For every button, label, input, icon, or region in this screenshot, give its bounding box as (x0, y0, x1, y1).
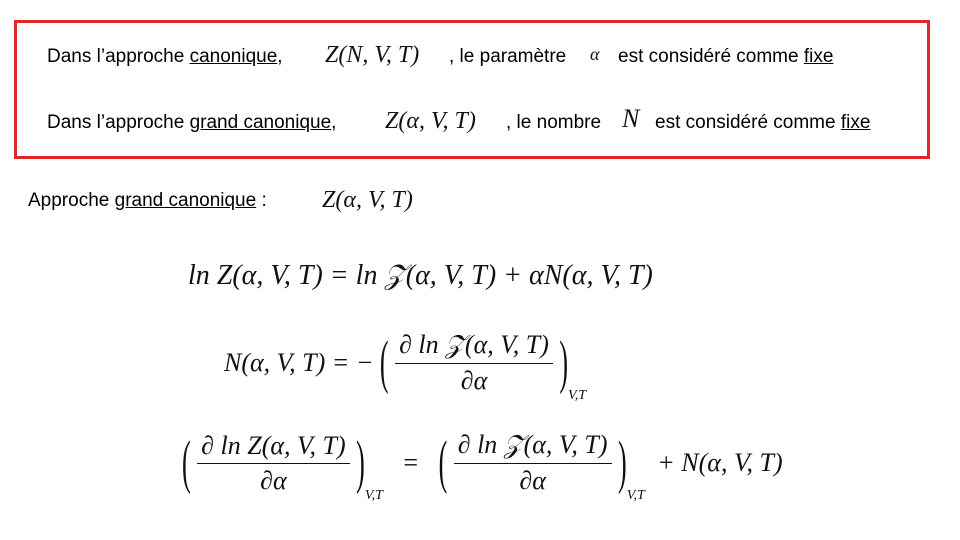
line2-mid: , le nombre (506, 112, 602, 133)
line3-prefix: Approche (28, 190, 115, 211)
eq3-right-fraction (454, 430, 612, 496)
line2-comma: , (331, 112, 337, 133)
eq2-numerator: ∂ ln 𝒵(α, V, T) (399, 330, 549, 359)
highlight-frame (14, 20, 930, 159)
eq3-tail: + N(α, V, T) (657, 448, 783, 477)
line1-term: canonique (189, 46, 278, 67)
line2-formula: Z(α, V, T) (385, 108, 476, 134)
line1-prefix: Dans l’approche (47, 46, 190, 67)
eq3-right-denominator: ∂α (454, 463, 612, 496)
line2-suffix-term: fixe (840, 112, 871, 133)
grand-canonical-sentence (47, 112, 336, 134)
line1-mid: , le paramètre (449, 46, 567, 67)
eq3-left-subscript: V,T (364, 487, 383, 503)
line2-suffix: est considéré comme (655, 112, 841, 133)
eq3-right-paren-open: ( (438, 428, 448, 496)
canonical-sentence (47, 46, 283, 68)
equation-3 (182, 430, 783, 504)
eq3-left-paren-close: ) (356, 428, 365, 496)
eq3-left-paren-open: ( (182, 428, 191, 496)
equation-2 (224, 330, 586, 404)
line2-term: grand canonique (189, 112, 332, 133)
line3-term: grand canonique (114, 190, 257, 211)
eq3-right-paren-close: ) (618, 428, 627, 496)
line2-suffix-wrap (655, 112, 870, 134)
eq2-denominator: ∂α (395, 363, 553, 396)
eq2-subscript: V,T (568, 387, 587, 403)
eq2-fraction (395, 330, 553, 396)
eq3-left-denominator: ∂α (197, 463, 350, 496)
approach-heading (28, 190, 267, 212)
equation-1: ln Z(α, V, T) = ln 𝒵(α, V, T) + αN(α, V, T) (188, 260, 653, 291)
eq3-equals: = (403, 448, 419, 477)
eq2-lhs: N(α, V, T) = − (224, 348, 374, 377)
line2-symbol: N (622, 104, 640, 133)
line1-formula: Z(N, V, T) (325, 42, 420, 68)
line1-comma: , (277, 46, 283, 67)
eq3-right-subscript: V,T (626, 487, 645, 503)
line1-suffix-term: fixe (803, 46, 834, 67)
eq3-left-fraction (197, 431, 350, 496)
eq2-paren-close: ) (559, 328, 569, 396)
line1-symbol: α (590, 44, 600, 64)
line3-formula: Z(α, V, T) (322, 187, 413, 213)
line1-suffix-wrap (618, 46, 833, 68)
line1-suffix: est considéré comme (618, 46, 804, 67)
eq2-paren-open: ( (379, 328, 389, 396)
line3-colon: : (256, 190, 267, 211)
eq3-left-numerator: ∂ ln Z(α, V, T) (201, 430, 346, 460)
eq3-right-numerator: ∂ ln 𝒵(α, V, T) (457, 430, 608, 459)
line2-prefix: Dans l’approche (47, 112, 190, 133)
